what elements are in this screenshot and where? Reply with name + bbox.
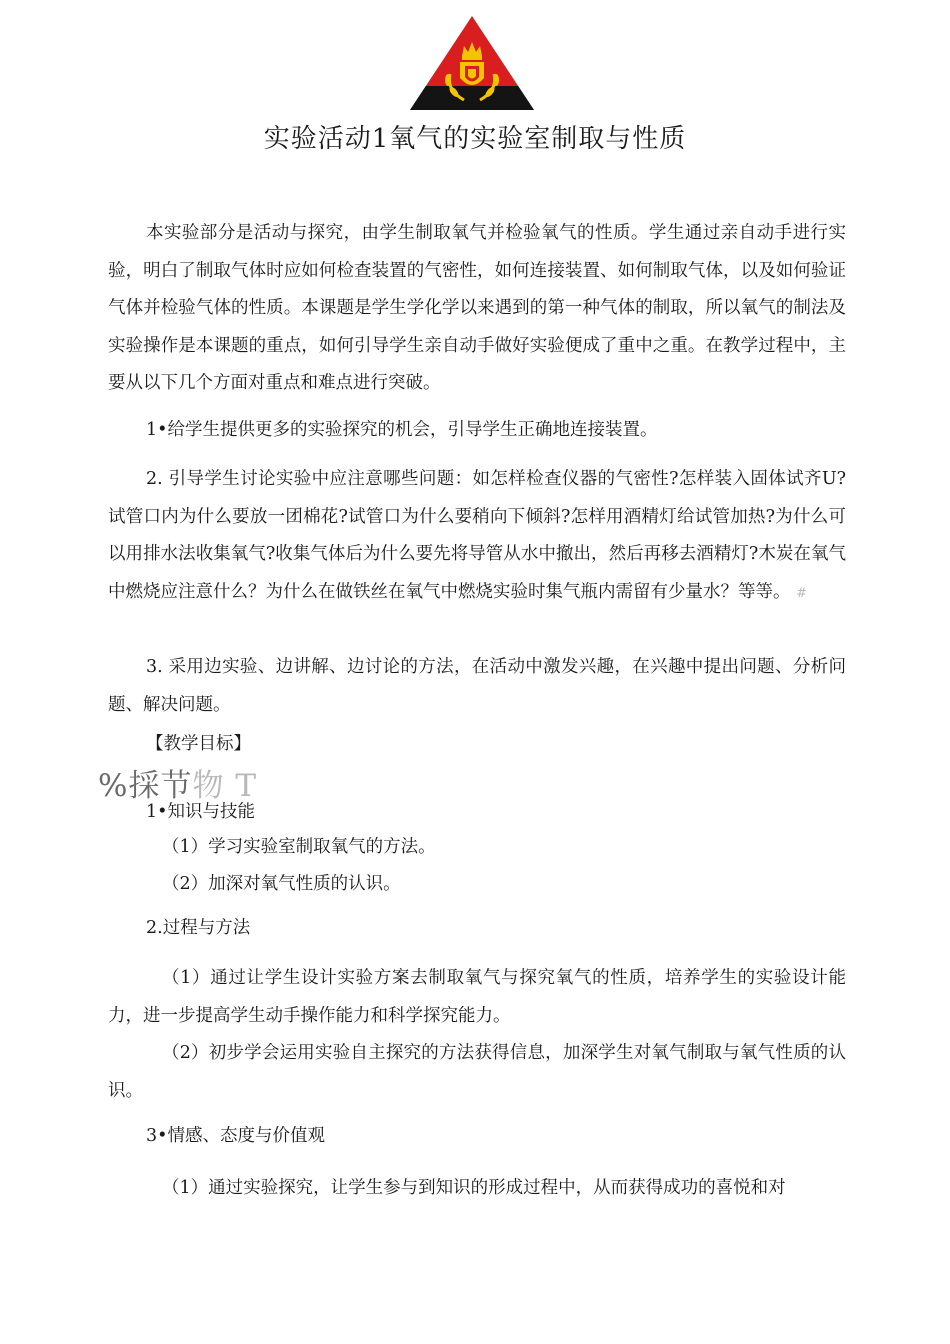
watermark-text-b: 物 T [192, 768, 257, 804]
intro-paragraph: 本实验部分是活动与探究，由学生制取氧气并检验氧气的性质。学生通过亲自动手进行实验，明白了制取气体时应如何检查装置的气密性，如何连接装置、如何制取气体，以及如何验证气体并检验气体的性质。本课题是学生学化学以来遇到的第一种气体的制取，所以氧气的制法及实验操作是本课题的重点，如何引导学生亲自动手做好实验便成了重中之重。在教学过程中，主要从以下几个方面对重点和难点进行突破。 [108, 223, 846, 393]
goals-heading: 【教学目标】 [146, 734, 251, 754]
watermark-text [98, 760, 257, 805]
point-1: 1•给学生提供更多的实验探究的机会，引导学生正确地连接装置。 [146, 420, 658, 440]
page-title: 实验活动1氧气的实验室制取与性质 [263, 124, 687, 154]
point-3-paragraph: 3. 采用边实验、边讲解、边讨论的方法，在活动中激发兴趣，在兴趣中提出问题、分析问题、解决问题。 [108, 657, 846, 715]
process-item-2: （2）初步学会运用实验自主探究的方法获得信息，加深学生对氧气制取与氧气性质的认识。 [108, 1043, 846, 1101]
process-item-1: （1）通过让学生设计实验方案去制取氧气与探究氧气的性质，培养学生的实验设计能力，进一步提高学生动手操作能力和科学探究能力。 [108, 968, 846, 1026]
process-heading: 2.过程与方法 [146, 918, 251, 938]
emotion-item-1: （1）通过实验探究，让学生参与到知识的形成过程中，从而获得成功的喜悦和对 [162, 1178, 786, 1198]
point-2-paragraph [108, 461, 846, 612]
point-2-text: 2. 引导学生讨论实验中应注意哪些问题：如怎样检查仪器的气密性?怎样装入固体试齐U?试管口内为什么要放一团棉花?试管口为什么要稍向下倾斜?怎样用酒精灯给试管加热?为什么可以用排水法收集氧气?收集气体后为什么要先将导管从水中撤出，然后再移去酒精灯?木炭在氧气中燃烧应注意什么？为什么在做铁丝在氧气中燃烧实验时集气瓶内需留有少量水？等等。 [108, 469, 846, 602]
watermark-text-a: %採节 [98, 768, 193, 804]
point-2-mark: # [796, 585, 807, 601]
emotion-heading: 3•情感、态度与价值观 [146, 1126, 325, 1146]
knowledge-item-1: （1）学习实验室制取氧气的方法。 [162, 837, 436, 857]
knowledge-heading: 1•知识与技能 [146, 802, 255, 822]
knowledge-item-2: （2）加深对氧气性质的认识。 [162, 874, 401, 894]
crown-shield-emblem-icon [410, 16, 534, 110]
